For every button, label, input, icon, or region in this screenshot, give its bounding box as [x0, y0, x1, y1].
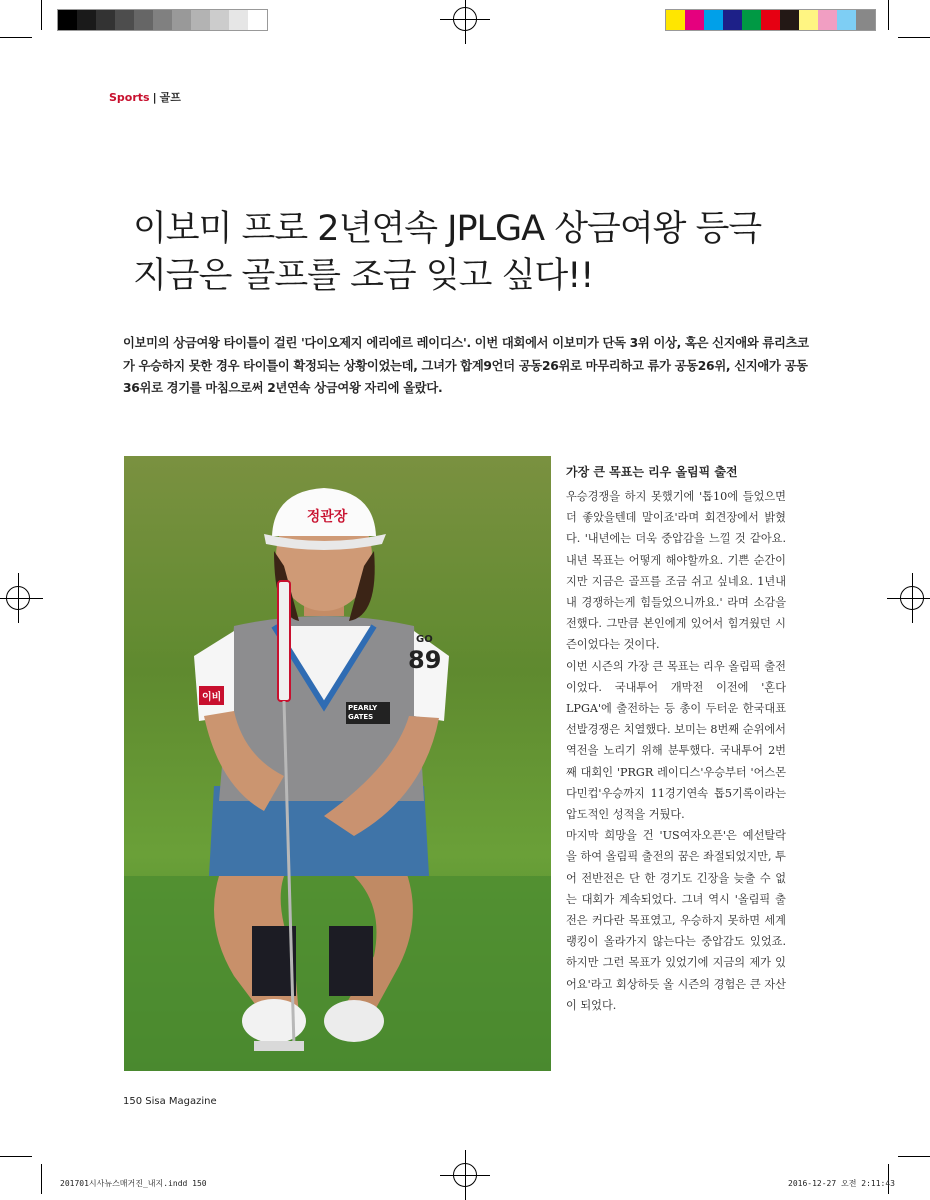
registration-mark-bottom: [453, 1163, 477, 1187]
indd-slug-timestamp: 2016-12-27 오전 2:11:43: [788, 1179, 895, 1188]
shirt-go-text: GO: [416, 634, 433, 645]
color-swatch: [837, 10, 856, 30]
gray-swatch: [96, 10, 115, 30]
article-body: [566, 462, 786, 1016]
color-swatch: [742, 10, 761, 30]
article-title: [133, 206, 813, 300]
cap-logo-text: 정관장: [306, 509, 348, 525]
title-line-2: 지금은 골프를 조금 잊고 싶다!!: [133, 256, 594, 296]
gray-swatch: [172, 10, 191, 30]
section-header: [109, 89, 181, 105]
crop-mark: [41, 0, 42, 30]
color-swatch: [799, 10, 818, 30]
article-lead: 이보미의 상금여왕 타이틀이 걸린 '다이오제지 에리에르 레이디스'. 이번 대회에서 이보미가 단독 3위 이상, 혹은 신지애와 류리츠코가 우승하지 못한 경우 타이틀이 확정되는 상황이었는데, 그녀가 합계9언더 공동26위로 마무리하고 류가 공동26위, 신지애가 공동36위로 경기를 마침으로써 2년연속 상금여왕 자리에 올랐다.: [123, 336, 809, 395]
gray-swatch: [210, 10, 229, 30]
shirt-number: 89: [408, 646, 442, 674]
color-swatch: [704, 10, 723, 30]
color-swatch: [723, 10, 742, 30]
color-swatch: [780, 10, 799, 30]
gray-swatch: [229, 10, 248, 30]
gray-swatch: [115, 10, 134, 30]
golfer-photo: [124, 456, 551, 1071]
crop-mark: [0, 1156, 32, 1157]
grayscale-color-bar: [57, 9, 268, 31]
article-paragraph: 마지막 희망을 건 'US여자오픈'은 예선탈락을 하여 올림픽 출전의 꿈은 좌절되었지만, 투어 전반전은 단 한 경기도 긴장을 늦출 수 없는 대회가 계속되었다. 그녀 역시 '올림픽 출전은 커다란 목표였고, 우승하지 못하면 세계랭킹이 올라가지 않는다는 중압감도 있었죠. 하지만 그런 목표가 있었기에 지금의 제가 있어요'라고 회상하듯 올 시즌의 경험은 큰 자산이 되었다.: [566, 829, 786, 1012]
crop-mark: [888, 0, 889, 30]
indd-slug-filename: 201701시사뉴스매거진_내지.indd 150: [60, 1179, 207, 1188]
gray-swatch: [134, 10, 153, 30]
section-divider: |: [152, 91, 157, 104]
color-swatch: [685, 10, 704, 30]
article-paragraph: 우승경쟁을 하지 못했기에 '톱10에 들었으면 더 좋았을텐데 말이죠'라며 회견장에서 밝혔다. '내년에는 더욱 중압감을 느낄 것 같아요. 내년 목표는 어떻게 해야할까요. 기쁜 순간이지만 지금은 골프를 조금 쉬고 싶네요. 1년내내 경쟁하는게 힘들었으니까요.' 라며 소감을 전했다. 그만큼 본인에게 있어서 힘겨웠던 시즌이었다는 것이다.: [566, 490, 786, 652]
gray-swatch: [153, 10, 172, 30]
registration-mark-right: [900, 586, 924, 610]
process-color-bar: [665, 9, 876, 31]
article-paragraph: 이번 시즌의 가장 큰 목표는 리우 올림픽 출전이었다. 국내투어 개막전 이전에 '혼다LPGA'에 출전하는 등 총이 두터운 한국대표 선발경쟁은 치열했다. 보미는 8번째 순위에서 역전을 노리기 위해 분투했다. 국내투어 2번째 대회인 'PRGR 레이디스'우승부터 '어스몬다민컵'우승까지 11경기연속 톱5기록이라는 압도적인 성적을 거뒀다.: [566, 659, 786, 822]
color-swatch: [856, 10, 875, 30]
gray-swatch: [58, 10, 77, 30]
gray-swatch: [77, 10, 96, 30]
gray-swatch: [248, 10, 267, 30]
color-swatch: [818, 10, 837, 30]
registration-mark-top: [453, 7, 477, 31]
title-line-1: 이보미 프로 2년연속 JPLGA 상금여왕 등극: [133, 209, 762, 249]
crop-mark: [898, 1156, 930, 1157]
gray-swatch: [191, 10, 210, 30]
sleeve-patch-text: 이비: [199, 686, 224, 705]
crop-mark: [898, 37, 930, 38]
crop-mark: [41, 1164, 42, 1194]
section-label: Sports: [109, 91, 150, 104]
section-category: 골프: [159, 91, 181, 104]
crop-mark: [0, 37, 32, 38]
registration-mark-left: [6, 586, 30, 610]
color-swatch: [666, 10, 685, 30]
vest-logo-text: PEARLY GATES: [346, 702, 390, 724]
page-folio: 150 Sisa Magazine: [123, 1096, 217, 1107]
color-swatch: [761, 10, 780, 30]
golfer-illustration: [124, 456, 551, 1071]
article-subheading: 가장 큰 목표는 리우 올림픽 출전: [566, 465, 738, 479]
